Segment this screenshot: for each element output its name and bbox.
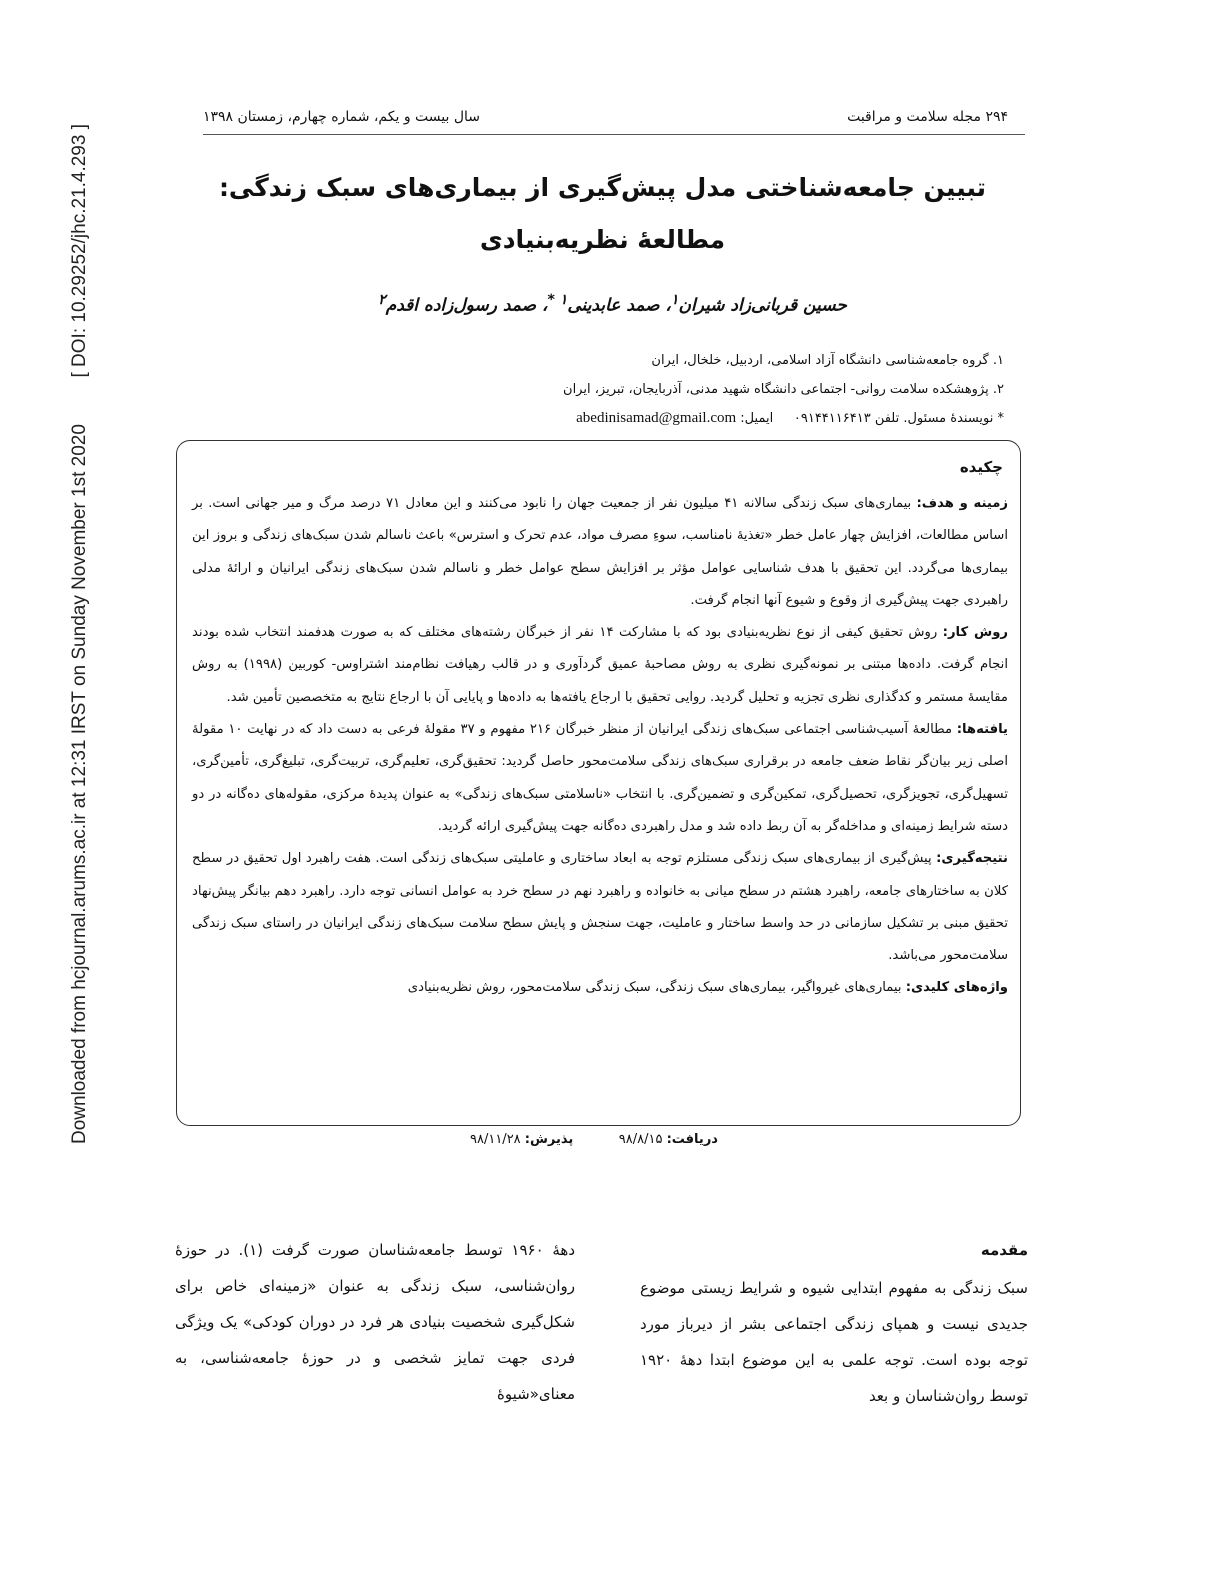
- results-text: مطالعهٔ آسیب‌شناسی اجتماعی سبک‌های زندگی ایرانیان از منظر خبرگان ۲۱۶ مفهوم و ۳۷ مقولهٔ فرعی به دست داد که در نهایت ۱۰ مقولهٔ اصلی زیر بیان‌گر نقاط ضعف جامعه در برقراری سبک‌های زندگی سلامت‌محور حاصل گردید: تحقیق‌گری، تعلیم‌گری، تربیت‌گری، تبلیغ‌گری، تأمین‌گری، تسهیل‌گری، تجویزگری، تحصیل‌گری، تمکین‌گری و تضمین‌گری. با انتخاب «ناسلامتی سبک‌های زندگی» به عنوان پدیدهٔ مرکزی، مقوله‌های ده‌گانه در دو دسته شرایط زمینه‌ای و مداخله‌گر به آن ربط داده شد و مدل راهبردی ده‌گانه جهت پیش‌گیری ارائه گردید.: [192, 722, 1008, 834]
- results-label: یافته‌ها:: [956, 722, 1008, 738]
- intro-paragraph-continued: دههٔ ۱۹۶۰ توسط جامعه‌شناسان صورت گرفت (۱). در حوزهٔ روان‌شناسی، سبک زندگی به عنوان «زمینه‌ای خاص برای شکل‌گیری شخصیت بنیادی هر فرد در دوران کودکی» یک ویژگی فردی جهت تمایز شخصی و در حوزهٔ جامعه‌شناسی، به معنای«شیوهٔ: [175, 1241, 575, 1403]
- intro-heading: مقدمه: [980, 1241, 1028, 1259]
- keywords-text: بیماری‌های غیرواگیر، بیماری‌های سبک زندگی، سبک زندگی سلامت‌محور، روش نظریه‌بنیادی: [407, 980, 902, 996]
- abstract-background: [192, 488, 1008, 617]
- abstract-results: [192, 714, 1008, 843]
- author-name: ، صمد عابدینی: [567, 295, 671, 316]
- received-label: دریافت:: [666, 1132, 718, 1147]
- methods-text: روش تحقیق کیفی از نوع نظریه‌بنیادی بود که با مشارکت ۱۴ نفر از خبرگان رشته‌های مختلف که به صورت هدفمند انتخاب شده بودند انجام گرفت. داده‌ها مبتنی بر نمونه‌گیری نظری به روش مصاحبهٔ عمیق گردآوری و در قالب رهیافت نظام‌مند اشتراوس- کوربین (۱۹۹۸) به روش مقایسهٔ مستمر و کدگذاری نظری تجزیه و تحلیل گردید. روایی تحقیق با ارجاع یافته‌ها به داده‌ها و پایایی آن با ارجاع نتایج به متخصصین تأمین شد.: [192, 625, 1009, 705]
- issue-header: سال بیست و یکم، شماره چهارم، زمستان ۱۳۹۸: [203, 109, 481, 125]
- author-name: ، صمد رسول‌زاده اقدم: [385, 295, 548, 316]
- keywords-label: واژه‌های کلیدی:: [905, 980, 1008, 996]
- abstract-heading: چکیده: [959, 458, 1003, 476]
- email-label: ایمیل:: [740, 411, 774, 426]
- abstract-conclusion: [192, 843, 1008, 972]
- intro-paragraph: سبک زندگی به مفهوم ابتدایی شیوه و شرایط زیستی موضوع جدیدی نیست و همپای زندگی اجتماعی بشر از دیرباز مورد توجه بوده است. توجه علمی به این موضوع ابتدا دههٔ ۱۹۲۰ توسط روان‌شناسان و بعد: [640, 1279, 1028, 1405]
- background-text: بیماری‌های سبک زندگی سالانه ۴۱ میلیون نفر از جمعیت جهان را نابود می‌کنند و این معادل ۷۱ درصد مرگ و میر جهانی است. بر اساس مطالعات، افزایش چهار عامل خطر «تغذیهٔ نامناسب، سوءِ مصرف مواد، عدم تحرک و استرس» باعث ناسالم شدن سبک‌های زندگی و بروز این بیماری‌ها می‌گردد. این تحقیق با هدف شناسایی عوامل مؤثر بر افزایش سطح عوامل خطر و ناسالم شدن سبک‌های زندگی ایرانیان و ارائهٔ مدلی راهبردی جهت پیش‌گیری از وقوع و شیوع آنها انجام گرفت.: [192, 496, 1008, 608]
- received-date: ۹۸/۸/۱۵: [618, 1132, 663, 1147]
- methods-label: روش کار:: [942, 625, 1008, 641]
- header-divider: [203, 134, 1025, 135]
- accepted-date: ۹۸/۱۱/۲۸: [470, 1132, 521, 1147]
- background-label: زمینه و هدف:: [916, 496, 1008, 511]
- conclusion-label: نتیجه‌گیری:: [936, 851, 1008, 867]
- affiliation-1: ۱. گروه جامعه‌شناسی دانشگاه آزاد اسلامی، اردبیل، خلخال، ایران: [651, 353, 1004, 368]
- side-margin-text: [62, 124, 98, 1144]
- download-notice: Downloaded from hcjournal.arums.ac.ir at 12:31 IRST on Sunday November 1st 2020: [69, 424, 90, 1144]
- accepted-label: پذیرش:: [524, 1132, 574, 1147]
- corresponding-author: [576, 410, 1004, 427]
- conclusion-text: پیش‌گیری از بیماری‌های سبک زندگی مستلزم توجه به ابعاد ساختاری و عاملیتی سبک‌های زندگی است. هفت راهبرد اول تحقیق در سطح کلان به ساختارهای جامعه، راهبرد هشتم در سطح میانی به خانواده و راهبرد نهم در سطح خرد به عوامل انسانی توجه دارد. راهبرد دهم بیانگر پیش‌نهاد تحقیق مبنی بر تشکیل سازمانی در حد واسط ساختار و عاملیت، جهت سنجش و پایش سطح سلامت سبک‌های زندگی ایرانیان در راستای سبک زندگی سلامت‌محور می‌باشد.: [192, 851, 1008, 964]
- author-affil-mark: ۱ *: [547, 292, 568, 308]
- paper-title: تبیین جامعه‌شناختی مدل پیش‌گیری از بیماری‌های سبک زندگی: مطالعهٔ نظریه‌بنیادی: [218, 173, 987, 254]
- corresponding-phone: * نویسندهٔ مسئول. تلفن ۰۹۱۴۴۱۱۶۴۱۳: [793, 411, 1004, 426]
- author-affil-mark: ۲: [378, 292, 386, 308]
- affiliation-2: ۲. پژوهشکده سلامت روانی- اجتماعی دانشگاه شهید مدنی، آذربایجان، تبریز، ایران: [563, 382, 1004, 397]
- submission-dates: [470, 1132, 718, 1147]
- author-affil-mark: ۱: [670, 292, 679, 308]
- abstract-methods: [192, 617, 1008, 714]
- journal-header: ۲۹۴ مجله سلامت و مراقبت: [847, 109, 1008, 125]
- email-link[interactable]: abedinisamad@gmail.com: [576, 410, 737, 426]
- abstract-body: [192, 488, 1008, 1005]
- intro-column-left: [175, 1232, 575, 1412]
- doi-link[interactable]: [ DOI: 10.29252/jhc.21.4.293 ]: [69, 124, 90, 378]
- author-name: حسین قربانی‌زاد شیران: [678, 295, 847, 316]
- author-list: [200, 292, 1025, 316]
- intro-column-right: [640, 1232, 1028, 1414]
- abstract-keywords: [192, 972, 1008, 1004]
